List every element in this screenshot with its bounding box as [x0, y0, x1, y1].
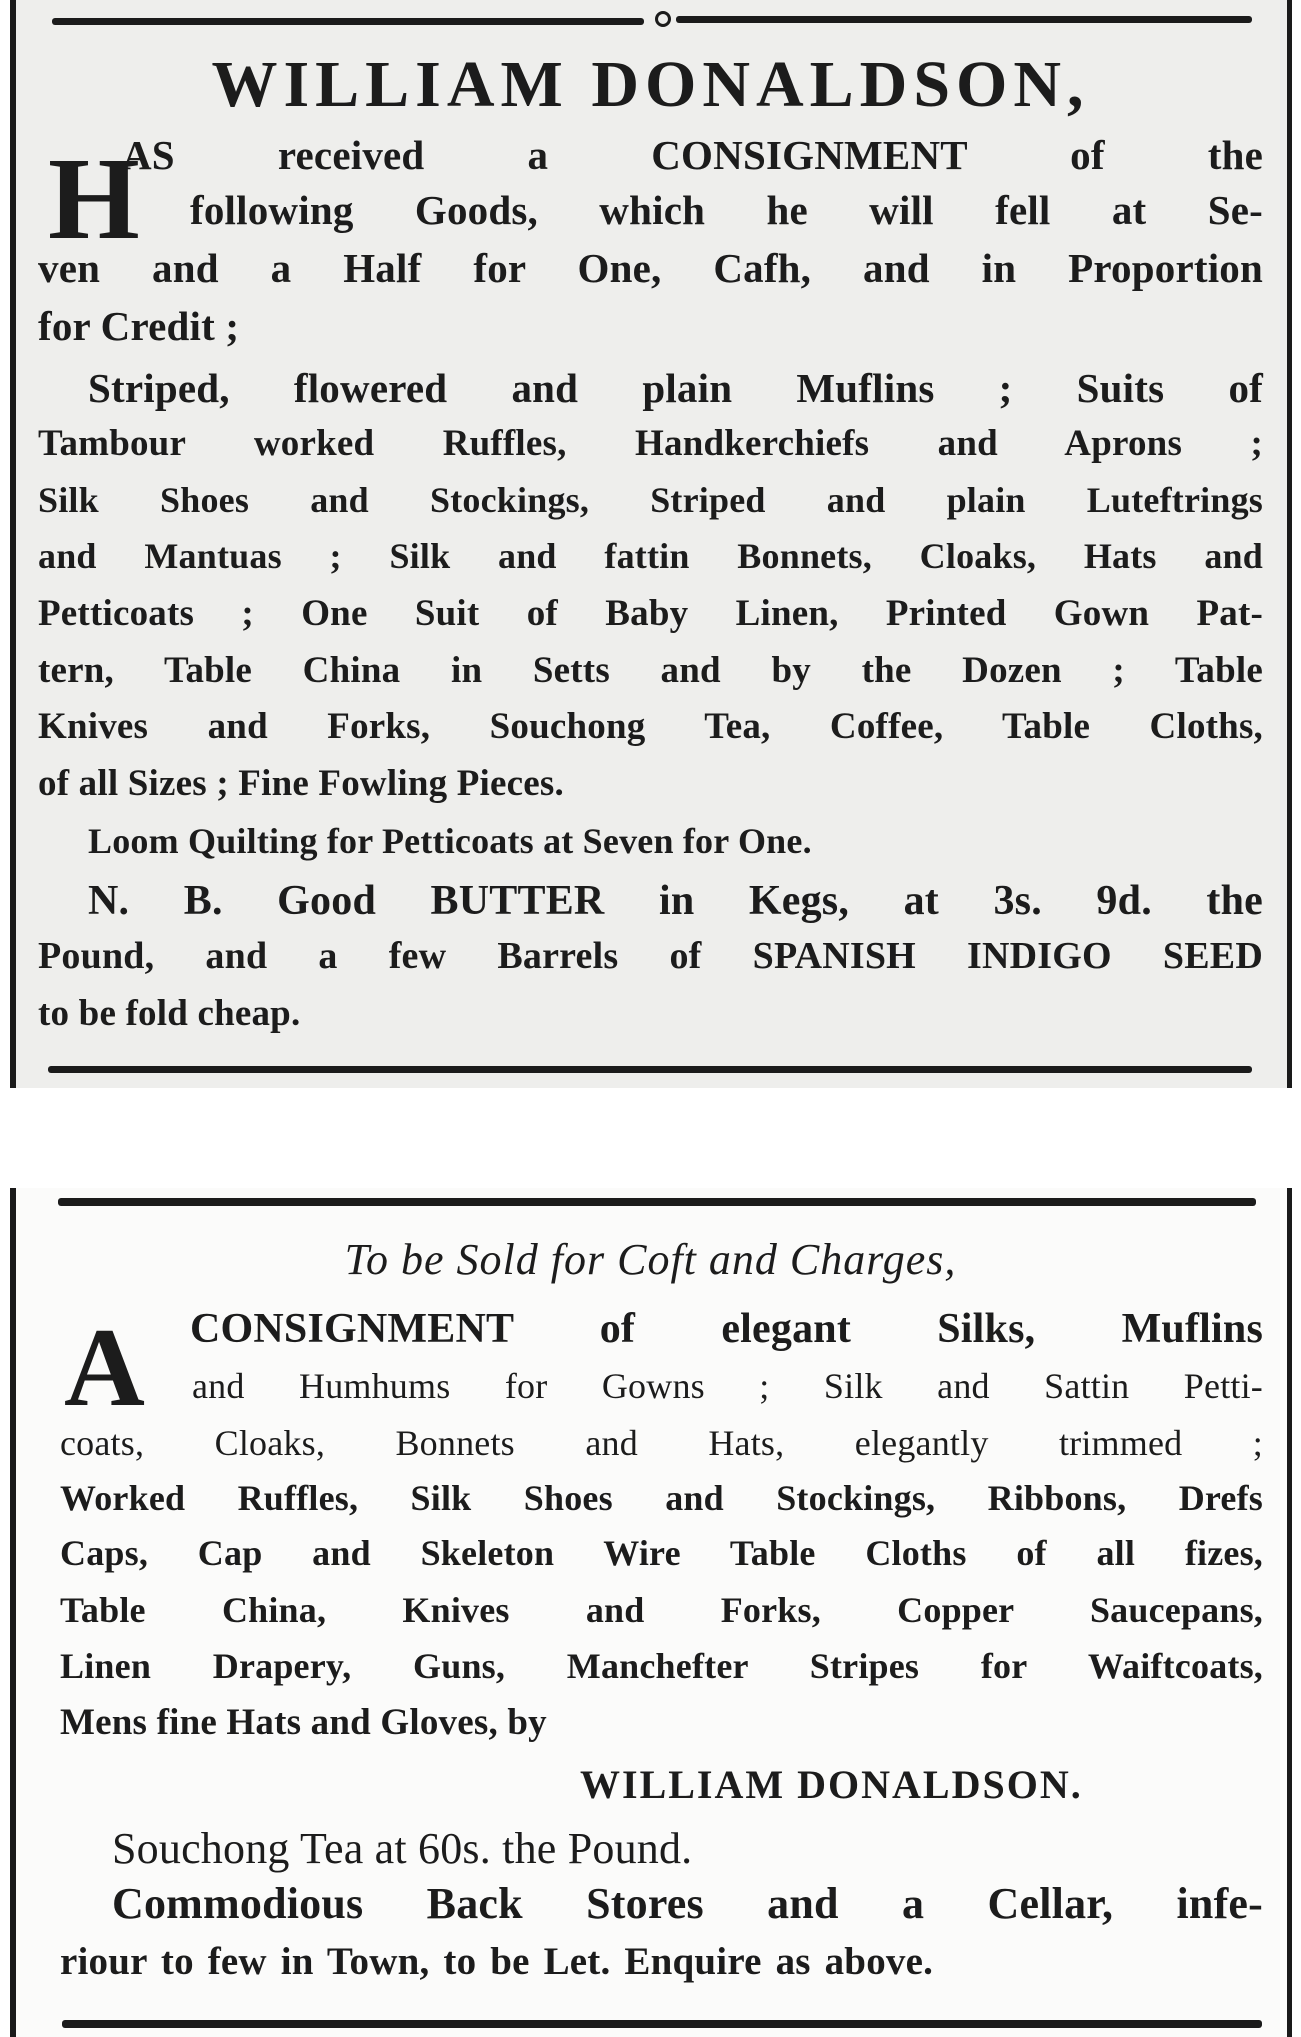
- ad-line: ven and a Half for One, Cafh, and in Proportion: [38, 245, 1263, 291]
- ad-line-butter-note: N. B. Good BUTTER in Kegs, at 3s. 9d. the: [88, 878, 1263, 924]
- ad-line: Petticoats ; One Suit of Baby Linen, Printed Gown Pat-: [38, 593, 1263, 634]
- ad-line: coats, Cloaks, Bonnets and Hats, elegantly trimmed ;: [60, 1423, 1263, 1463]
- merchant-signature: WILLIAM DONALDSON.: [580, 1762, 1083, 1807]
- ad-line: Caps, Cap and Skeleton Wire Table Cloths of all fizes,: [60, 1533, 1263, 1573]
- ad-line: for Credit ;: [38, 303, 240, 349]
- ad-line: AS received a CONSIGNMENT of the: [122, 132, 1263, 178]
- top-rule: [58, 1198, 1256, 1206]
- ad-line: Silk Shoes and Stockings, Striped and plain Luteftrings: [38, 480, 1263, 520]
- bottom-rule: [62, 2020, 1262, 2028]
- ad-line: Knives and Forks, Souchong Tea, Coffee, Table Cloths,: [38, 706, 1263, 747]
- stores-to-let-note: Commodious Back Stores and a Cellar, infe-: [112, 1879, 1263, 1928]
- bottom-rule: [48, 1066, 1252, 1073]
- drop-cap: A: [64, 1306, 145, 1430]
- ad-line: Worked Ruffles, Silk Shoes and Stockings, Ribbons, Drefs: [60, 1478, 1263, 1518]
- ad-line: and Humhums for Gowns ; Silk and Sattin Petti-: [192, 1366, 1263, 1406]
- top-rule-right: [676, 16, 1252, 23]
- drop-cap: H: [48, 133, 140, 264]
- ad-line: CONSIGNMENT of elegant Silks, Muflins: [190, 1306, 1263, 1352]
- ad-line: Striped, flowered and plain Muflins ; Suits of: [88, 365, 1263, 411]
- sale-heading: To be Sold for Coft and Charges,: [344, 1235, 957, 1284]
- ad-line: Tambour worked Ruffles, Handkerchiefs and Aprons ;: [38, 423, 1263, 464]
- ad-line: Table China, Knives and Forks, Copper Saucepans,: [60, 1590, 1263, 1630]
- top-rule-left: [52, 18, 644, 25]
- stores-to-let-note-cont: riour to few in Town, to be Let. Enquire as above.: [60, 1940, 934, 1983]
- ad-line: Mens fine Hats and Gloves, by: [60, 1702, 547, 1743]
- merchant-name-heading: WILLIAM DONALDSON,: [211, 48, 1090, 121]
- ad-line: Pound, and a few Barrels of SPANISH INDIGO SEED: [38, 935, 1263, 977]
- ad-line: Linen Drapery, Guns, Manchefter Stripes for Waiftcoats,: [60, 1646, 1263, 1686]
- rule-ornament-icon: [655, 11, 671, 27]
- ad-line-loom-quilting: Loom Quilting for Petticoats at Seven for One.: [88, 821, 812, 861]
- ad-line: and Mantuas ; Silk and fattin Bonnets, Cloaks, Hats and: [38, 536, 1263, 576]
- ad-line: following Goods, which he will fell at Se-: [190, 187, 1263, 233]
- ad-line: to be fold cheap.: [38, 993, 301, 1034]
- ad-line: tern, Table China in Setts and by the Dozen ; Table: [38, 650, 1263, 691]
- tea-price-note: Souchong Tea at 60s. the Pound.: [112, 1824, 693, 1873]
- ad-line: of all Sizes ; Fine Fowling Pieces.: [38, 763, 564, 804]
